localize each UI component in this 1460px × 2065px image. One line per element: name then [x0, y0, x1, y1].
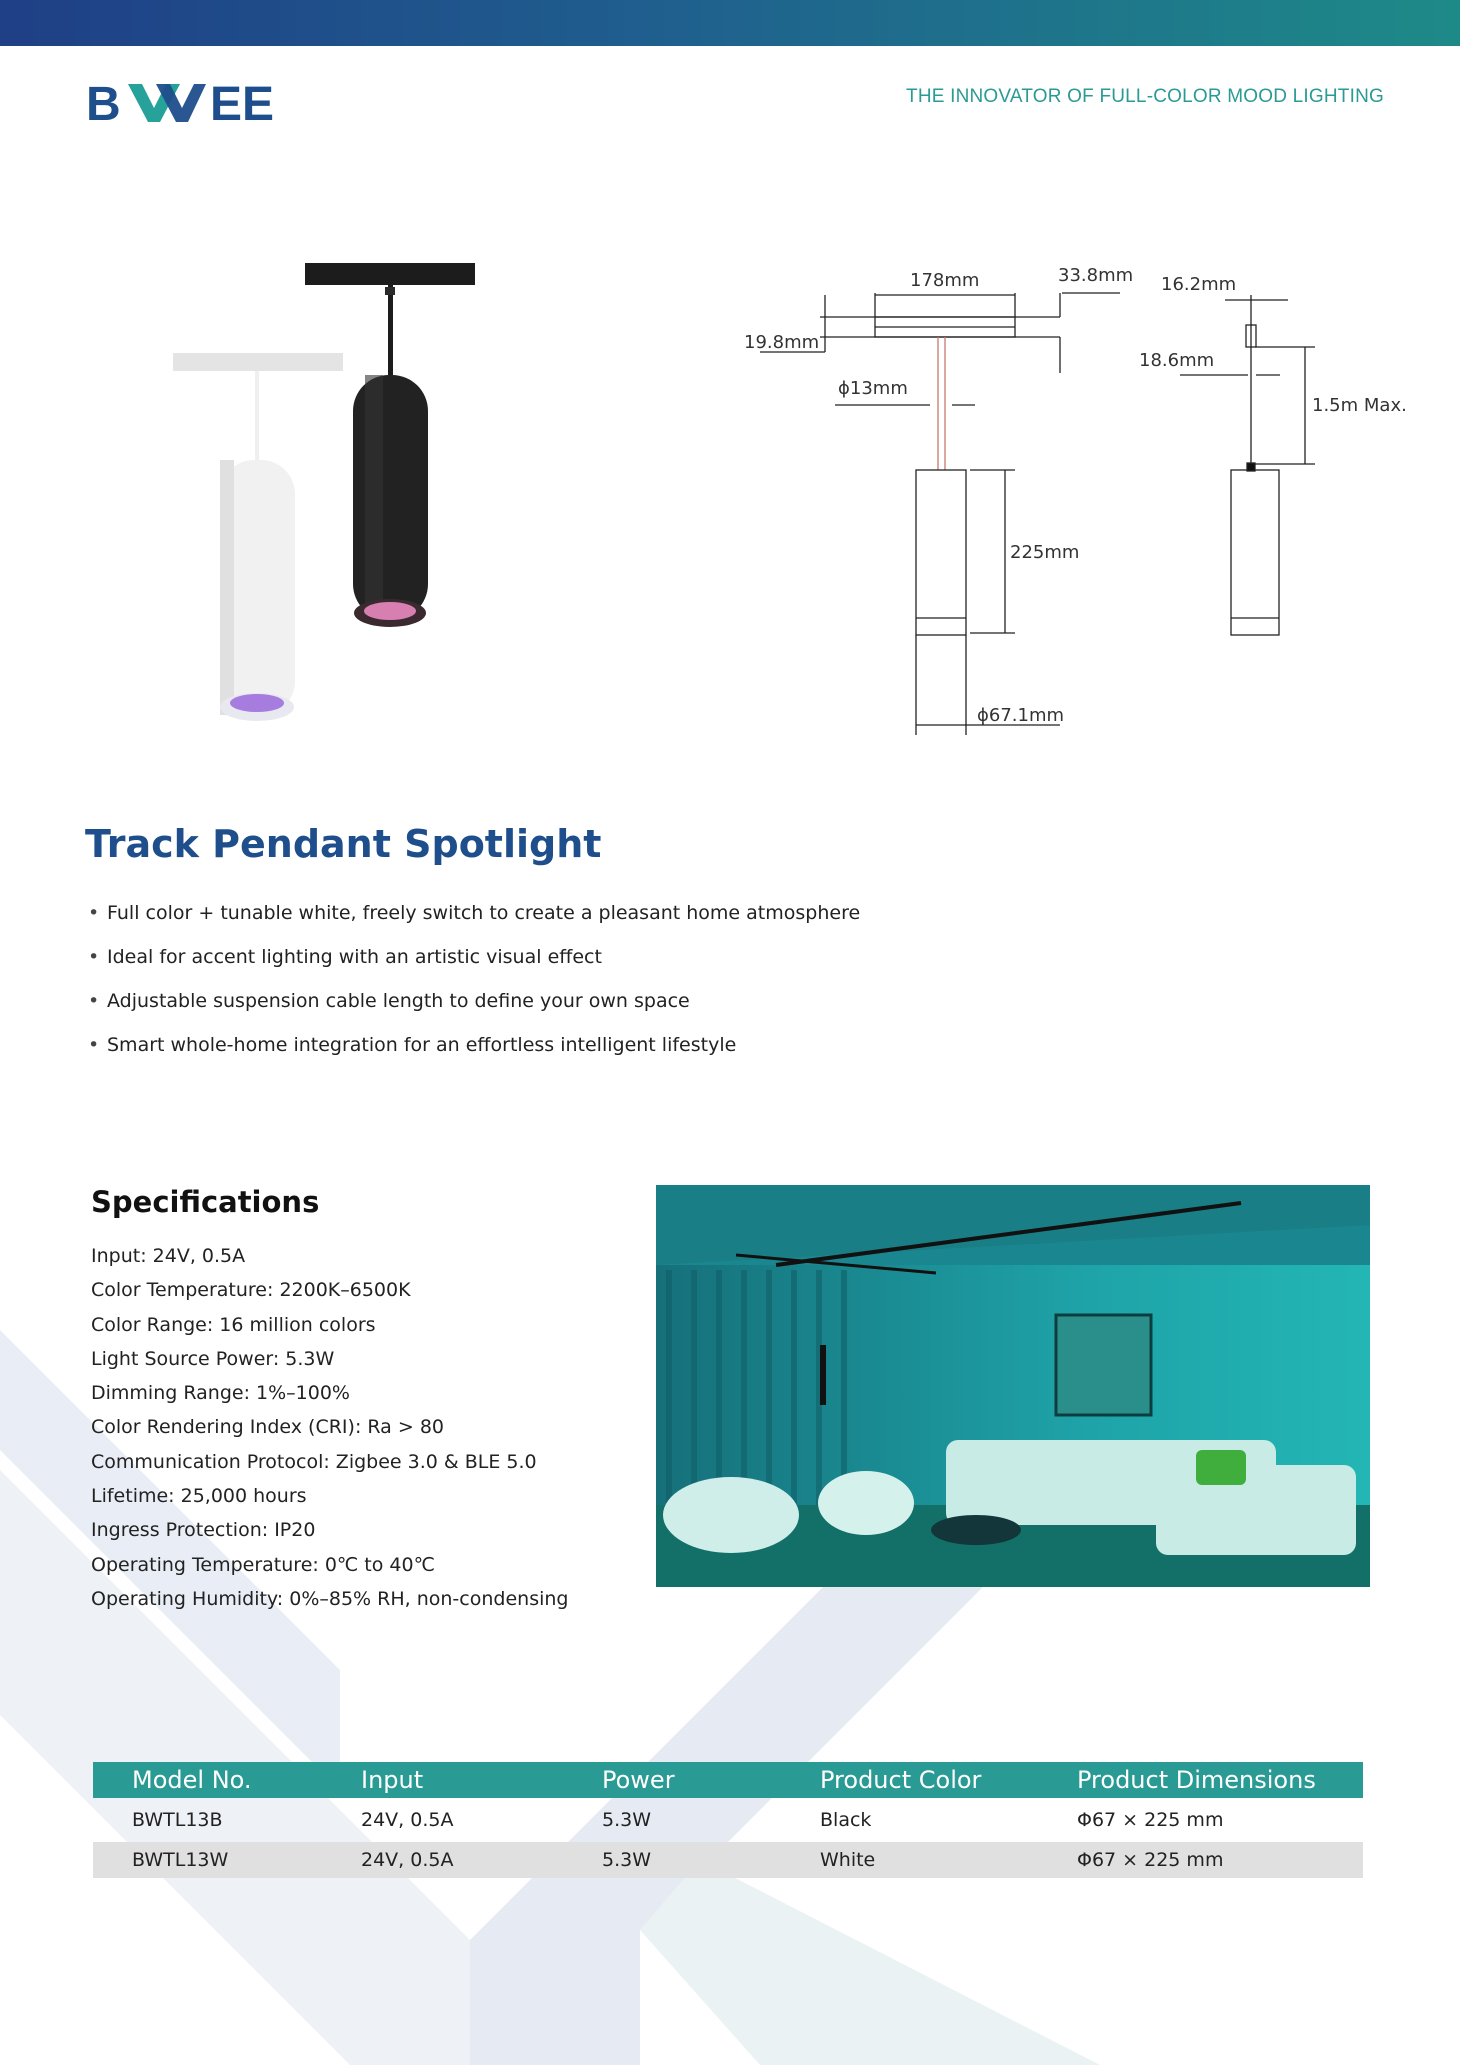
table-header-row: [93, 1762, 1363, 1798]
column-header-dimensions: Product Dimensions: [1038, 1762, 1363, 1798]
spec-item: Operating Humidity: 0%–85% RH, non-condensing: [91, 1587, 569, 1610]
cell-dimensions: Φ67 × 225 mm: [1077, 1809, 1224, 1831]
brand-tagline: THE INNOVATOR OF FULL-COLOR MOOD LIGHTING: [906, 86, 1384, 107]
cell-power: 5.3W: [602, 1809, 652, 1831]
spec-item: Operating Temperature: 0℃ to 40℃: [91, 1553, 435, 1576]
cell-model: BWTL13W: [93, 1842, 323, 1878]
top-banner-bar: [0, 0, 1460, 46]
spec-item: Color Range: 16 million colors: [91, 1313, 376, 1336]
feature-item: • Full color + tunable white, freely switch to create a pleasant home atmosphere: [88, 897, 860, 941]
spec-item: Color Temperature: 2200K–6500K: [91, 1279, 411, 1302]
cell-model: BWTL13B: [132, 1809, 223, 1831]
models-table: [93, 1762, 1363, 1878]
cell-color: White: [781, 1842, 1038, 1878]
column-header-model: Model No.: [93, 1762, 323, 1798]
dimension-drawing: [740, 255, 1420, 745]
dim-side-width: 16.2mm: [1161, 274, 1237, 295]
dim-track-length: 178mm: [910, 270, 980, 291]
column-header-color: Product Color: [781, 1762, 1038, 1798]
table-row: [93, 1842, 1363, 1878]
dim-body-diameter: ϕ67.1mm: [977, 705, 1065, 726]
feature-item: • Smart whole-home integration for an effortless intelligent lifestyle: [88, 1029, 860, 1073]
cell-input: 24V, 0.5A: [361, 1809, 454, 1831]
feature-list: [88, 897, 860, 1073]
feature-item: • Adjustable suspension cable length to define your own space: [88, 985, 860, 1029]
living-room-scene-image: [656, 1185, 1370, 1587]
svg-text:EE: EE: [210, 78, 275, 126]
svg-text:B: B: [86, 78, 121, 126]
dim-body-length: 225mm: [1010, 542, 1080, 563]
spec-item: Ingress Protection: IP20: [91, 1519, 316, 1542]
spec-item: Dimming Range: 1%–100%: [91, 1382, 350, 1405]
table-row: [93, 1798, 1363, 1842]
cell-input: 24V, 0.5A: [323, 1842, 563, 1878]
dim-cable-length: 1.5m Max.: [1312, 395, 1407, 416]
column-header-input: Input: [323, 1762, 563, 1798]
specifications-title: Specifications: [91, 1185, 320, 1219]
pendant-spotlight-product-image: [160, 255, 490, 725]
product-title: Track Pendant Spotlight: [85, 822, 602, 866]
dim-cable-diameter: ϕ13mm: [838, 378, 908, 399]
cell-dimensions: Φ67 × 225 mm: [1038, 1842, 1363, 1878]
specification-list: [91, 1239, 568, 1616]
spec-item: Input: 24V, 0.5A: [91, 1245, 246, 1267]
spec-item: Lifetime: 25,000 hours: [91, 1485, 307, 1508]
cell-power: 5.3W: [563, 1842, 781, 1878]
cell-color: Black: [820, 1809, 872, 1831]
bwee-logo: [86, 78, 298, 126]
column-header-power: Power: [563, 1762, 781, 1798]
spec-item: Light Source Power: 5.3W: [91, 1347, 335, 1370]
dim-connector-height: 19.8mm: [744, 332, 820, 353]
spec-item: Color Rendering Index (CRI): Ra > 80: [91, 1416, 444, 1439]
feature-item: • Ideal for accent lighting with an artistic visual effect: [88, 941, 860, 985]
dim-side-depth: 18.6mm: [1139, 350, 1215, 371]
spec-item: Communication Protocol: Zigbee 3.0 & BLE 5.0: [91, 1450, 537, 1473]
dim-track-height: 33.8mm: [1058, 265, 1134, 286]
